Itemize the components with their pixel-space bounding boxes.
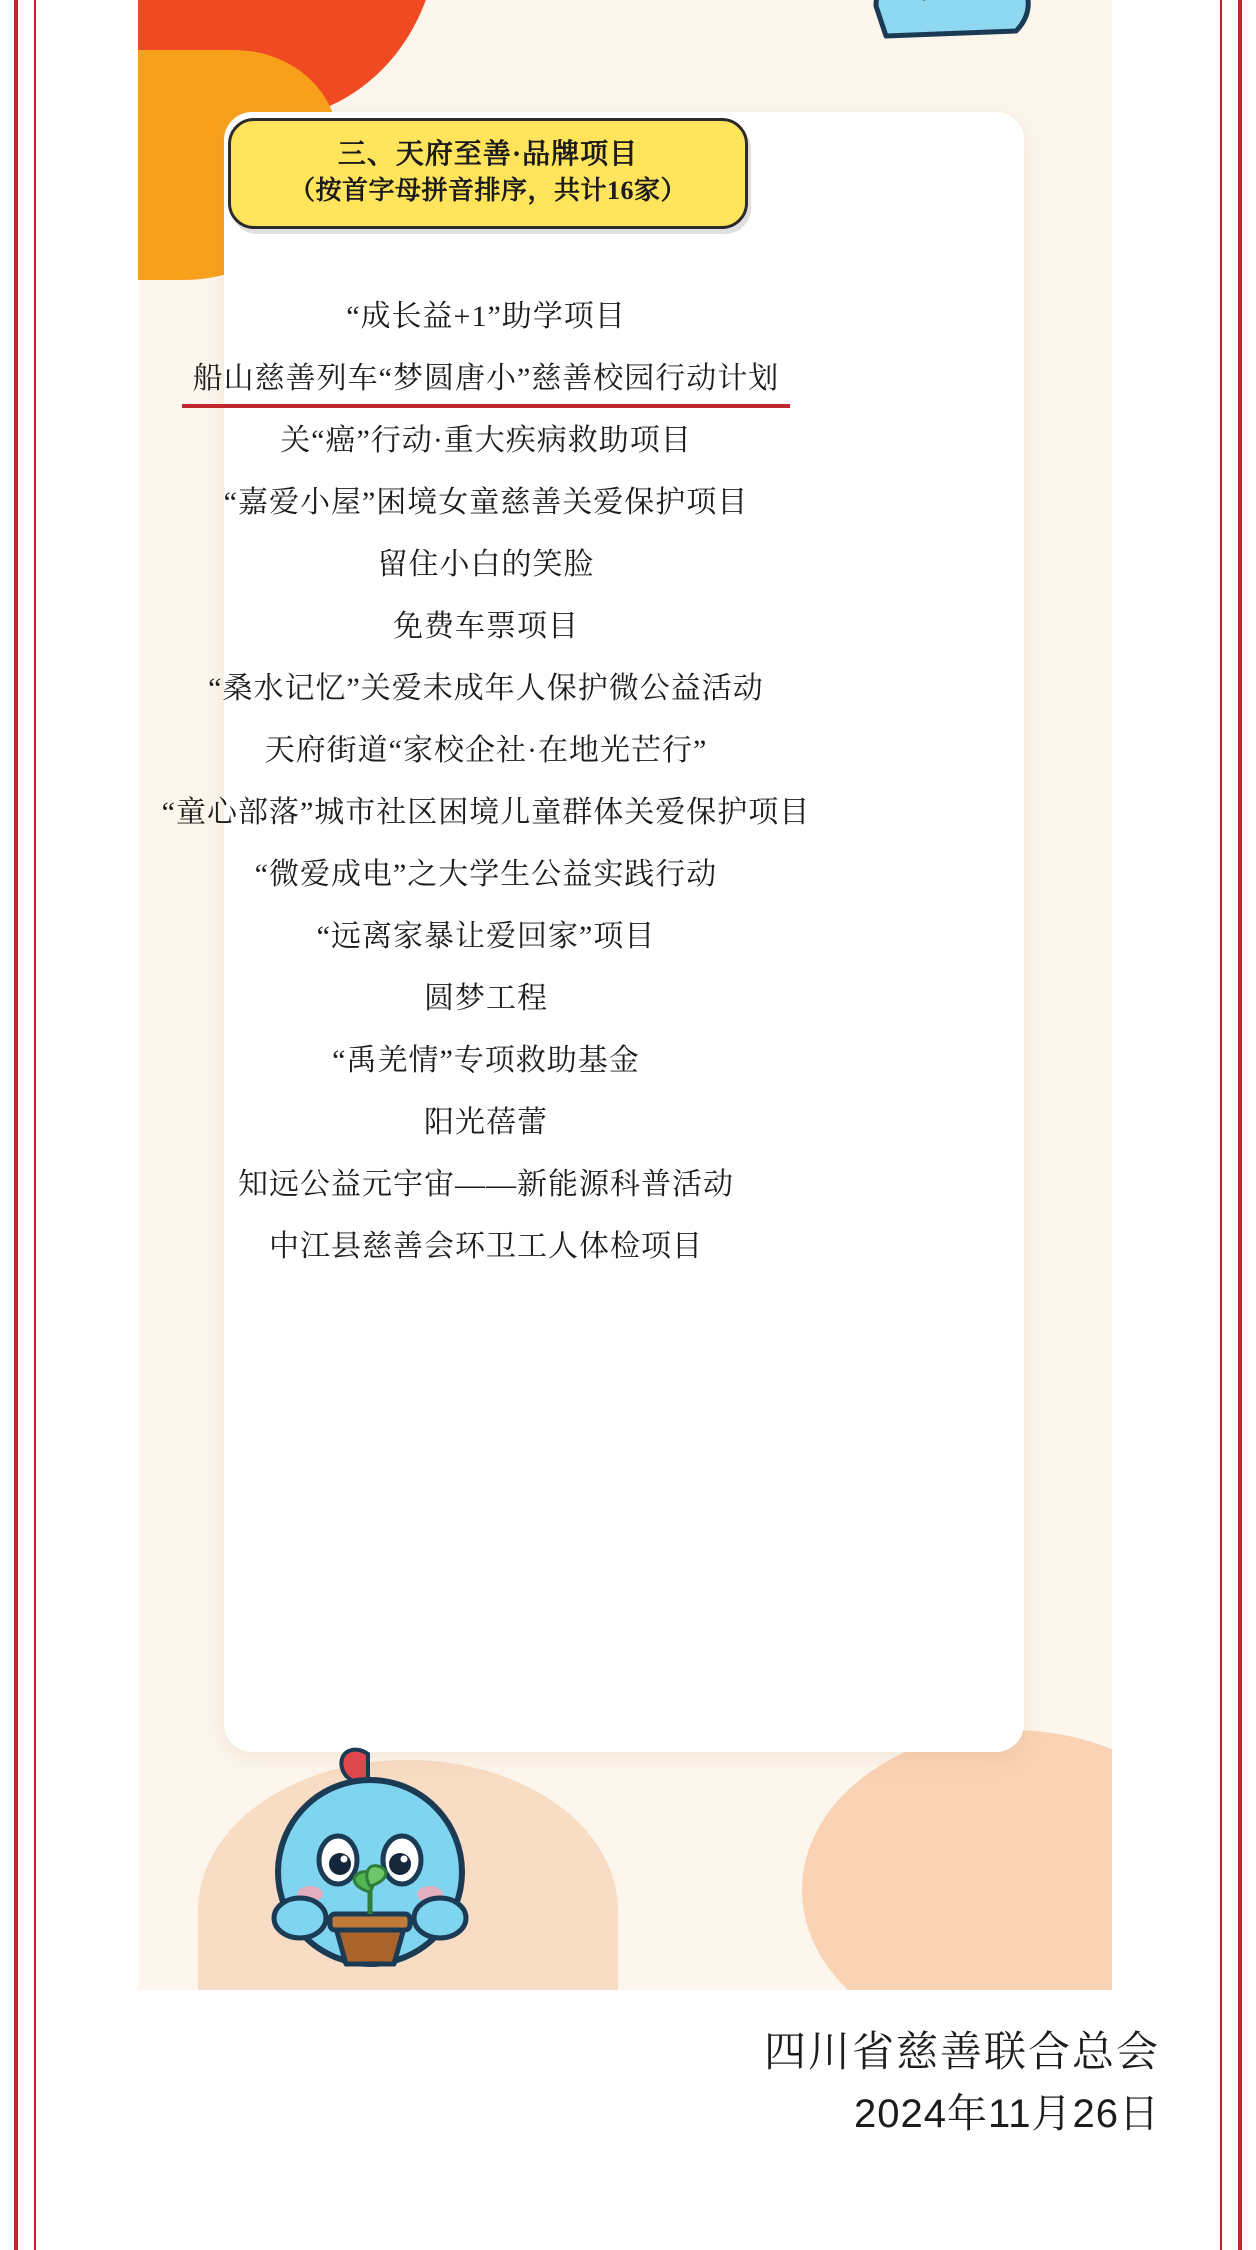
signature-organization: 四川省慈善联合总会 xyxy=(763,2028,1160,2075)
paper-clip-icon xyxy=(866,0,1046,46)
frame-left-outer xyxy=(14,0,18,2250)
section-title-line2: （按首字母拼音排序，共计16家） xyxy=(288,176,687,205)
project-item: 关“癌”行动·重大疾病救助项目 xyxy=(280,424,692,457)
frame-right-inner xyxy=(1220,0,1222,2250)
project-item: “成长益+1”助学项目 xyxy=(346,300,626,333)
project-item: 留住小白的笑脸 xyxy=(377,548,595,581)
blue-bird-mascot xyxy=(250,1742,490,1972)
project-item: 船山慈善列车“梦圆唐小”慈善校园行动计划 xyxy=(86,348,886,410)
signature-block xyxy=(764,2024,1160,2141)
project-item: “微爱成电”之大学生公益实践行动 xyxy=(254,858,718,891)
project-item: 圆梦工程 xyxy=(424,982,548,1015)
frame-right-outer xyxy=(1238,0,1242,2250)
project-item: 天府街道“家校企社·在地光芒行” xyxy=(264,734,708,767)
decor-peach-blob-right xyxy=(802,1730,1112,1990)
project-item: 中江县慈善会环卫工人体检项目 xyxy=(269,1230,703,1263)
project-item: 知远公益元宇宙——新能源科普活动 xyxy=(238,1168,734,1201)
project-item: “童心部落”城市社区困境儿童群体关爱保护项目 xyxy=(161,796,811,829)
project-item: “远离家暴让爱回家”项目 xyxy=(316,920,656,953)
section-title-banner xyxy=(228,118,748,229)
project-list xyxy=(86,246,886,1278)
signature-date: 2024年11月26日 xyxy=(854,2091,1160,2136)
project-item: “禹羌情”专项救助基金 xyxy=(332,1044,640,1077)
frame-left-inner xyxy=(34,0,36,2250)
section-title-line1: 三、天府至善·品牌项目 xyxy=(337,139,639,170)
project-item: “嘉爱小屋”困境女童慈善关爱保护项目 xyxy=(223,486,749,519)
project-item: “桑水记忆”关爱未成年人保护微公益活动 xyxy=(208,672,764,705)
project-item: 阳光蓓蕾 xyxy=(424,1106,548,1139)
project-item: 免费车票项目 xyxy=(393,610,579,643)
